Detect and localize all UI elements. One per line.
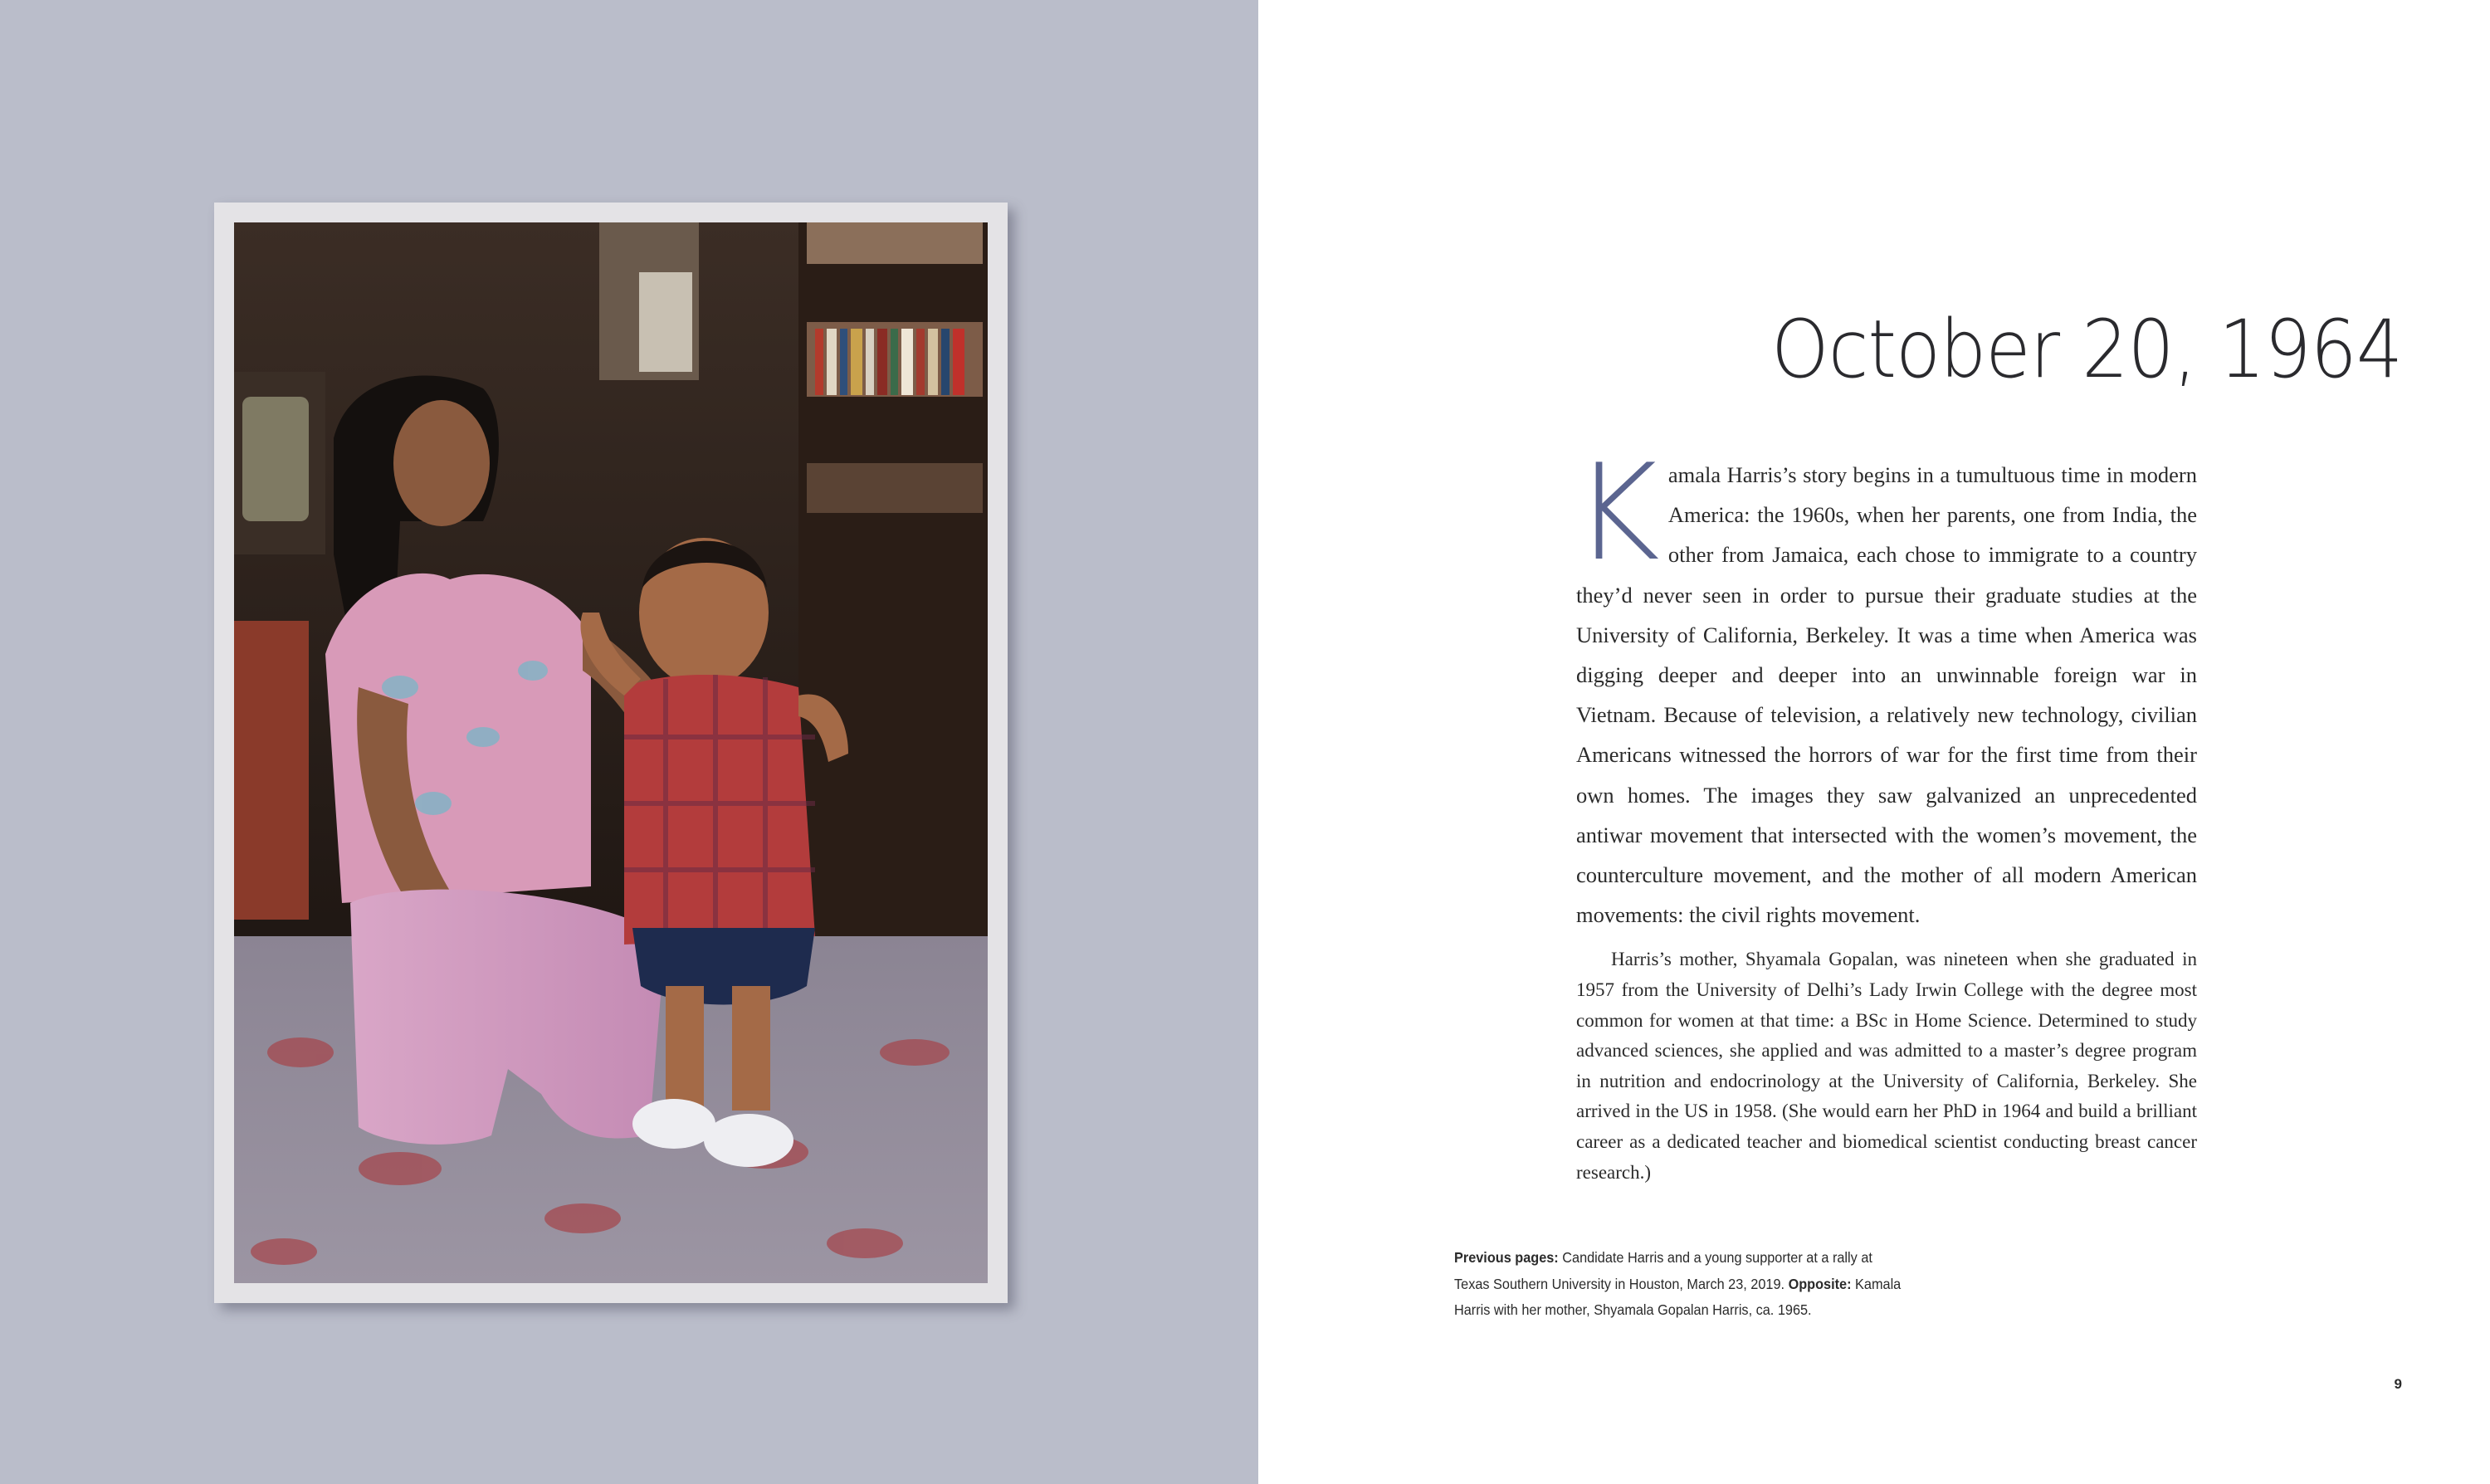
caption-text-previous: Candidate Harris and a young supporter at a rally at Texas Southern University in Houston, March 23, 2019. [1454, 1249, 1872, 1292]
caption-text-opposite: Kamala Harris with her mother, Shyamala Gopalan Harris, ca. 1965. [1454, 1275, 1902, 1318]
page-number: 9 [2394, 1376, 2402, 1392]
lead-paragraph [1573, 435, 2197, 935]
family-photo [234, 222, 988, 1283]
chapter-title: October 20, 1964 [1770, 303, 2402, 396]
body-text [1573, 435, 2197, 1188]
caption-label-previous: Previous pages: [1454, 1249, 1559, 1266]
second-paragraph: Harris’s mother, Shyamala Gopalan, was nineteen when she graduated in 1957 from the University of Delhi’s Lady Irwin College with the degree most common for women at that time: a BSc in Home Science. Determined to study advanced sciences, she applied and was admitted to a master’s degree program in nutrition and endocrinology at the University of California, Berkeley. She arrived in the US in 1958. (She would earn her PhD in 1964 and build a brilliant career as a dedicated teacher and biomedical scientist conducting breast cancer research.) [1576, 949, 2197, 1183]
drop-cap: K [1573, 435, 1660, 590]
caption-label-opposite: Opposite: [1788, 1275, 1852, 1292]
photo-frame [214, 203, 1008, 1303]
photo-caption [1454, 1245, 1902, 1324]
right-page [1258, 0, 2490, 1484]
lead-paragraph-text: amala Harris’s story begins in a tumultuous time in modern America: the 1960s, when her parents, one from India, the other from Jamaica, each chose to immigrate to a country they’d never seen in order to pursue their graduate studies at the University of California, Berkeley. It was a time when America was digging deeper and deeper into an unwinnable foreign war in Vietnam. Because of television, a relatively new technology, civilian Americans witnessed the horrors of war for the first time from their own homes. The images they saw galvanized an unprecedented antiwar movement that intersected with the women’s movement, the counterculture movement, and the mother of all modern American movements: the civil rights movement. [1576, 462, 2197, 928]
